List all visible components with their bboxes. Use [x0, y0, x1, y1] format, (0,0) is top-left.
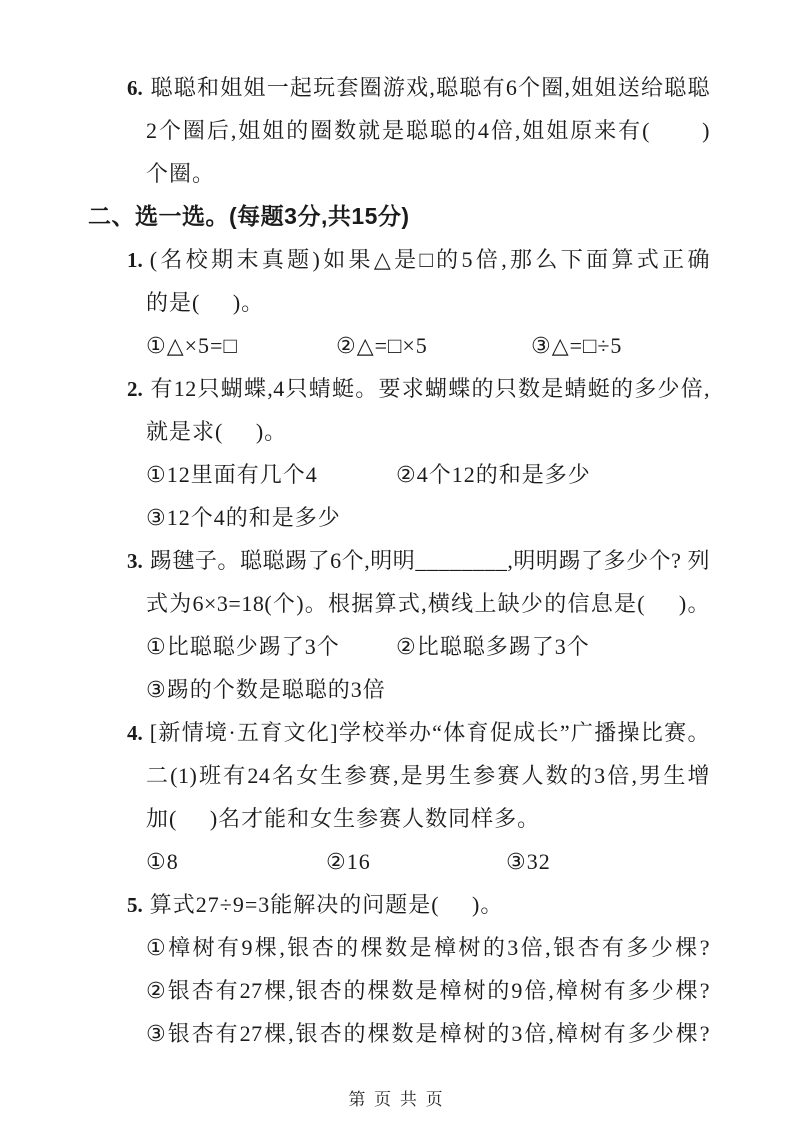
- question-line: 就是求( )。: [146, 419, 288, 444]
- option-item: ③踢的个数是聪聪的3倍: [146, 677, 386, 702]
- option-item: ③银杏有27棵,银杏的棵数是樟树的3倍,樟树有多少棵?: [146, 1021, 710, 1046]
- question-line: [127, 238, 710, 281]
- option-item: ②比聪聪多踢了3个: [396, 634, 590, 659]
- options-row: [146, 840, 710, 883]
- question-2: [0, 367, 793, 539]
- question-line: 加( )名才能和女生参赛人数同样多。: [146, 806, 541, 831]
- option-item: ②16: [326, 849, 371, 874]
- question-line: 式为6×3=18(个)。根据算式,横线上缺少的信息是( )。: [146, 591, 710, 616]
- section-heading: 二、选一选。(每题3分,共15分): [88, 203, 410, 229]
- question-3: [0, 539, 793, 711]
- question-number: 3.: [127, 549, 143, 573]
- question-line: [127, 883, 710, 926]
- question-5: [0, 883, 793, 1055]
- question-text: [新情境·五育文化]学校举办“体育促成长”广播操比赛。: [149, 720, 710, 745]
- question-number: 4.: [127, 721, 143, 745]
- question-text: (名校期末真题)如果△是□的5倍,那么下面算式正确: [149, 247, 710, 272]
- option-item: ①樟树有9棵,银杏的棵数是樟树的3倍,银杏有多少棵?: [146, 935, 710, 960]
- question-line: [127, 711, 710, 754]
- question-text: 聪聪和姐姐一起玩套圈游戏,聪聪有6个圈,姐姐送给聪聪: [149, 75, 710, 100]
- option-item: ①12里面有几个4: [146, 462, 318, 487]
- options-row: [146, 453, 710, 496]
- options-row: [146, 625, 710, 668]
- question-line: [127, 367, 710, 410]
- question-number: 6.: [127, 76, 143, 100]
- question-line: [127, 539, 710, 582]
- question-number: 5.: [127, 893, 143, 917]
- option-item: ①比聪聪少踢了3个: [146, 634, 340, 659]
- option-item: ③△=□÷5: [531, 333, 623, 358]
- question-line: 2个圈后,姐姐的圈数就是聪聪的4倍,姐姐原来有( ): [146, 118, 710, 143]
- question-6: [0, 66, 793, 195]
- question-number: 2.: [127, 377, 143, 401]
- question-line: 个圈。: [146, 161, 216, 186]
- options-row: [146, 324, 710, 367]
- question-number: 1.: [127, 248, 143, 272]
- option-item: ②4个12的和是多少: [396, 462, 591, 487]
- question-text: 算式27÷9=3能解决的问题是( )。: [149, 892, 504, 917]
- option-item: ③12个4的和是多少: [146, 505, 341, 530]
- option-item: ①△×5=□: [146, 333, 238, 358]
- option-item: ②△=□×5: [336, 333, 428, 358]
- question-text: 有12只蝴蝶,4只蜻蜓。要求蝴蝶的只数是蜻蜓的多少倍,: [149, 376, 710, 401]
- option-item: ②银杏有27棵,银杏的棵数是樟树的9倍,樟树有多少棵?: [146, 978, 710, 1003]
- option-item: ③32: [506, 849, 551, 874]
- page-footer: 第 页 共 页: [348, 1090, 445, 1109]
- question-text: 踢毽子。聪聪踢了6个,明明________,明明踢了多少个? 列: [149, 548, 710, 573]
- question-line: 的是( )。: [146, 290, 265, 315]
- question-line: 二(1)班有24名女生参赛,是男生参赛人数的3倍,男生增: [146, 763, 710, 788]
- question-4: [0, 711, 793, 883]
- question-line: [127, 66, 710, 109]
- option-item: ①8: [146, 849, 179, 874]
- question-1: [0, 238, 793, 367]
